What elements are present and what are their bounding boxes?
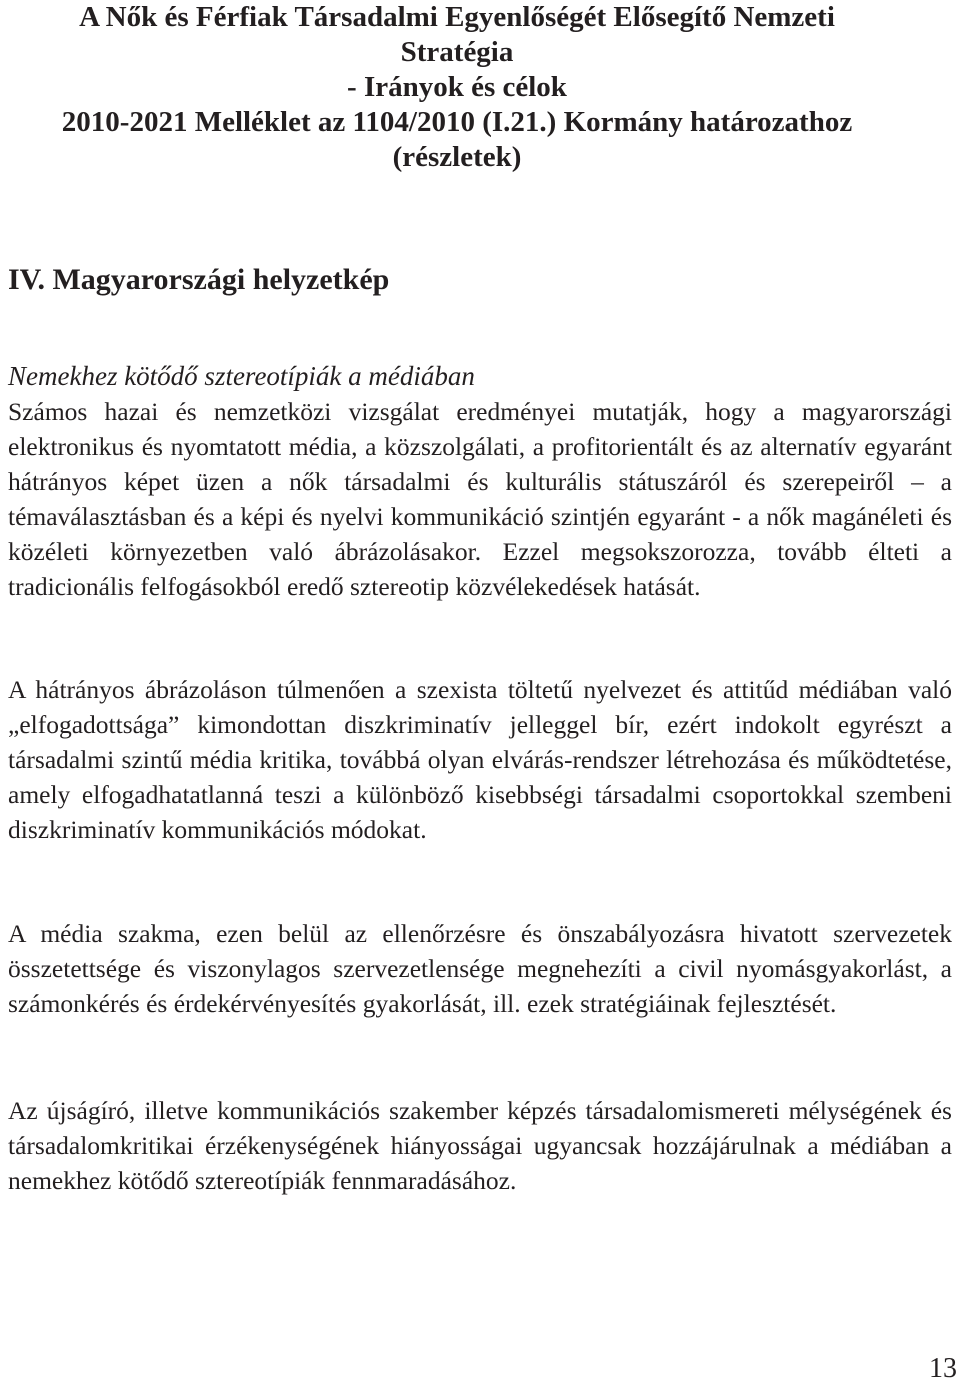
paragraph: A hátrányos ábrázoláson túlmenően a szexista töltetű nyelvezet és attitűd médiában való „elfogadottsága” kimondottan diszkriminatív jelleggel bír, ezért indokolt egyrészt a társadalmi szintű média kritika, továbbá olyan elvárás-rendszer létrehozása és működtetése, amely elfogadhatatlanná teszi a különböző kisebbségi társadalmi csoportokkal szembeni diszkriminatív kommunikációs módokat. xyxy=(8,675,952,844)
title-line: - Irányok és célok xyxy=(347,71,567,103)
paragraph: A média szakma, ezen belül az ellenőrzésre és önszabályozásra hivatott szervezetek összetettsége és viszonylagos szervezetlensége megnehezíti a civil nyomásgyakorlást, a számonkérés és érdekérvényesítés gyakorlását, ill. ezek stratégiáinak fejlesztését. xyxy=(8,919,952,1018)
document-page xyxy=(8,0,952,1195)
paragraph: Az újságíró, illetve kommunikációs szakember képzés társadalomismereti mélységének és társadalomkritikai érzékenységének hiányosságai ugyancsak hozzájárulnak a médiában a nemekhez kötődő sztereotípiák fennmaradásához. xyxy=(8,1096,952,1195)
title-line: A Nők és Férfiak Társadalmi Egyenlőségét Elősegítő Nemzeti xyxy=(79,1,835,33)
page-number: 13 xyxy=(929,1353,957,1384)
paragraph: Számos hazai és nemzetközi vizsgálat eredményei mutatják, hogy a magyarországi elektronikus és nyomtatott média, a közszolgálati, a profitorientált és az alternatív egyaránt hátrányos képet üzen a nők társadalmi és kulturális státuszáról és szerepeiről – a témaválasztásban és a képi és nyelvi kommunikáció szintjén egyaránt - a nők magánéleti és közéleti környezetben való ábrázolásakor. Ezzel megsokszorozza, tovább élteti a tradicionális felfogásokból eredő sztereotip közvélekedések hatását. xyxy=(8,397,952,601)
subheading: Nemekhez kötődő sztereotípiák a médiában xyxy=(8,361,475,391)
section-heading: IV. Magyarországi helyzetkép xyxy=(8,263,390,296)
document-title xyxy=(8,0,906,175)
title-line: (részletek) xyxy=(392,141,522,173)
title-line: 2010-2021 Melléklet az 1104/2010 (I.21.) Kormány határozathoz xyxy=(61,106,853,138)
title-line: Stratégia xyxy=(400,36,514,68)
